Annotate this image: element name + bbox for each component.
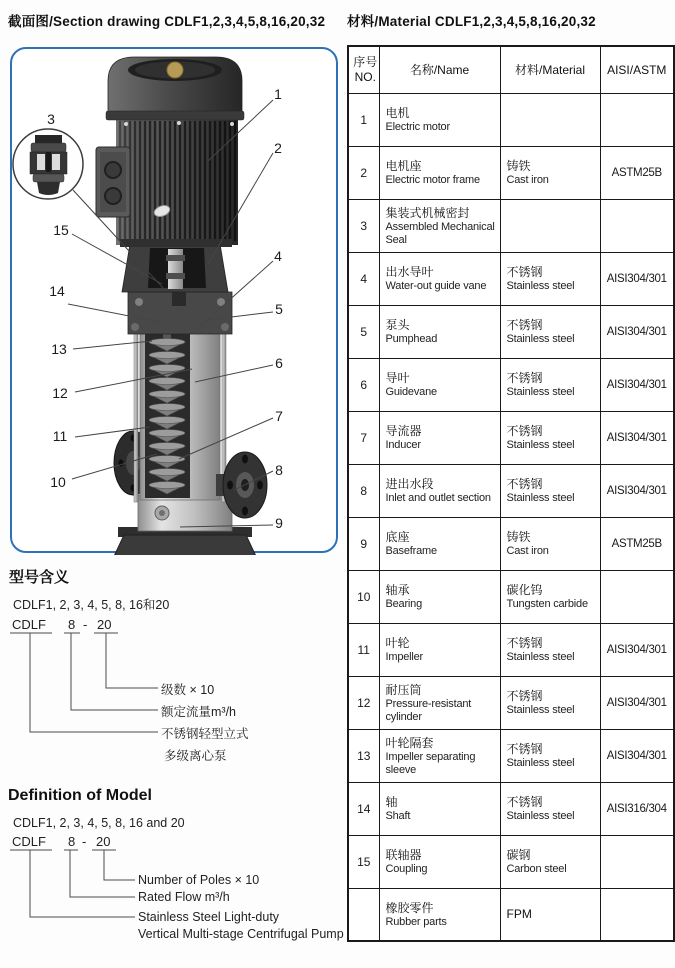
col-header-standard: AISI/ASTM [600,46,674,93]
material-cn: 不锈钢 [506,318,543,333]
model-meaning-cn-title: 型号含义 [9,569,70,586]
material-cn: 不锈钢 [506,636,543,651]
model-stages-en: 20 [96,834,111,849]
model-dash-en: - [82,834,87,849]
material-en: Stainless steel [506,280,575,293]
table-row [348,729,674,782]
callout-4: 4 [274,248,282,264]
part-name-cn: 叶轮 [385,636,410,651]
standard: ASTM25B [600,517,674,570]
callout-3: 3 [47,111,55,127]
section-drawing-title: 截面图/Section drawing CDLF1,2,3,4,5,8,16,20,32 [8,14,326,29]
part-name-en: Bearing [385,598,423,611]
callout-9: 9 [275,515,283,531]
material-cn: 铸铁 [506,159,531,174]
model-flow-en: 8 [68,834,76,849]
standard: AISI304/301 [600,252,674,305]
material-cn: 不锈钢 [506,477,543,492]
part-name-cn: 耐压筒 [385,682,422,697]
part-name-cn: 电机座 [385,159,422,174]
row-no: 1 [348,93,379,146]
material-cn: 碳化钨 [506,583,543,598]
model-code-cn: CDLF [12,617,46,632]
part-name-cn: 导流器 [385,424,422,439]
material-en: Carbon steel [506,863,567,876]
part-name-en: Coupling [385,863,428,876]
callout-10: 10 [50,474,66,490]
label-type1-en: Stainless Steel Light-duty [138,910,280,924]
row-no: 5 [348,305,379,358]
standard: AISI316/304 [600,782,674,835]
material-table [347,45,675,942]
table-row [348,782,674,835]
model-definition-en-title: Definition of Model [8,787,152,804]
model-series-en: CDLF1, 2, 3, 4, 5, 8, 16 and 20 [13,816,185,830]
table-row [348,517,674,570]
pumphead [128,287,232,334]
model-meaning-cn [8,565,343,770]
material-cn: 不锈钢 [506,371,543,386]
part-name-en: Impeller separating sleeve [385,750,476,776]
standard: AISI304/301 [600,464,674,517]
callout-5: 5 [275,301,283,317]
row-no: 9 [348,517,379,570]
standard: AISI304/301 [600,676,674,729]
model-stages-cn: 20 [97,617,112,632]
table-row [348,888,674,941]
material-cn: 铸铁 [506,530,531,545]
part-name-en: Inlet and outlet section [385,492,491,505]
table-row [348,623,674,676]
part-name-en: Inducer [385,439,421,452]
row-no [348,888,379,941]
part-name-en: Assembled Mechanical Seal [385,220,495,246]
part-name-en: Baseframe [385,545,437,558]
label-type2-cn: 多级离心泵 [164,749,227,763]
material-en: Cast iron [506,174,549,187]
material-en: Stainless steel [506,386,575,399]
table-header-row [348,46,674,93]
row-no: 7 [348,411,379,464]
part-name-cn: 橡胶零件 [385,900,434,915]
col-header-material: 材料/Material [500,46,600,93]
model-series-cn: CDLF1, 2, 3, 4, 5, 8, 16和20 [13,598,170,612]
label-flow-en: Rated Flow m³/h [138,890,230,904]
table-row [348,93,674,146]
material-en: Stainless steel [506,333,575,346]
row-no: 3 [348,199,379,252]
col-header-no: 序号 NO. [348,46,379,93]
part-name-en: Water-out guide vane [385,280,487,293]
row-no: 8 [348,464,379,517]
material-en: Stainless steel [506,439,575,452]
table-row [348,676,674,729]
label-stages-en: Number of Poles × 10 [138,873,260,887]
col-header-name: 名称/Name [379,46,500,93]
part-name-cn: 泵头 [385,318,410,333]
material-cn: 不锈钢 [506,265,543,280]
part-name-cn: 叶轮隔套 [385,735,434,750]
label-stages-cn: 级数 × 10 [161,683,215,697]
row-no: 6 [348,358,379,411]
part-name-en: Pumphead [385,333,438,346]
part-name-cn: 进出水段 [385,477,434,492]
standard [600,199,674,252]
material-cn: 碳钢 [506,848,531,863]
label-type2-en: Vertical Multi-stage Centrifugal Pump [138,927,344,941]
material-en: Stainless steel [506,757,575,770]
model-flow-cn: 8 [68,617,76,632]
table-row [348,252,674,305]
row-no: 14 [348,782,379,835]
standard [600,835,674,888]
part-name-cn: 出水导叶 [385,265,434,280]
callout-7: 7 [275,408,283,424]
standard: AISI304/301 [600,729,674,782]
part-name-cn: 集装式机械密封 [385,205,470,220]
material-cn: FPM [506,907,532,922]
material-cn: 不锈钢 [506,689,543,704]
terminal-box [96,147,130,217]
callout-1: 1 [274,86,282,102]
part-name-cn: 电机 [385,106,410,121]
motor-stool [122,244,228,292]
standard [600,888,674,941]
callout-13: 13 [51,341,67,357]
material-en: Stainless steel [506,704,575,717]
callout-15: 15 [53,222,69,238]
part-name-en: Rubber parts [385,916,447,929]
standard: AISI304/301 [600,411,674,464]
table-row [348,835,674,888]
table-row [348,199,674,252]
table-row [348,305,674,358]
part-name-en: Shaft [385,810,411,823]
callout-12: 12 [52,385,68,401]
model-dash-cn: - [83,617,88,632]
standard: AISI304/301 [600,305,674,358]
callout-8: 8 [275,462,283,478]
material-cn: 不锈钢 [506,424,543,439]
row-no: 12 [348,676,379,729]
part-name-cn: 导叶 [385,371,410,386]
material-table-title: 材料/Material CDLF1,2,3,4,5,8,16,20,32 [347,14,596,29]
standard [600,570,674,623]
material-cn: 不锈钢 [506,795,543,810]
part-name-cn: 底座 [385,530,410,545]
table-row [348,358,674,411]
part-name-en: Pressure-resistant cylinder [385,697,472,723]
callout-6: 6 [275,355,283,371]
table-row [348,464,674,517]
table-row [348,411,674,464]
row-no: 4 [348,252,379,305]
part-name-cn: 联轴器 [385,848,422,863]
material-en: Stainless steel [506,492,575,505]
row-no: 13 [348,729,379,782]
material-en: Stainless steel [506,810,575,823]
callout-14: 14 [49,283,65,299]
callout-11: 11 [52,428,68,444]
standard [600,93,674,146]
row-no: 15 [348,835,379,888]
part-name-cn: 轴承 [385,583,410,598]
row-no: 11 [348,623,379,676]
model-code-en: CDLF [12,834,46,849]
label-flow-cn: 额定流量m³/h [161,705,237,719]
table-row [348,570,674,623]
model-definition-en [8,783,353,963]
row-no: 10 [348,570,379,623]
label-type1-cn: 不锈钢轻型立式 [161,727,249,741]
standard: ASTM25B [600,146,674,199]
fan-center [167,62,183,78]
part-name-en: Electric motor frame [385,174,480,187]
standard: AISI304/301 [600,358,674,411]
part-name-en: Impeller [385,651,424,664]
part-name-cn: 轴 [385,795,398,810]
material-en: Stainless steel [506,651,575,664]
material-en: Tungsten carbide [506,598,588,611]
part-name-en: Electric motor [385,121,450,134]
motor-body [116,119,238,247]
material-cn: 不锈钢 [506,742,543,757]
table-row [348,146,674,199]
part-name-en: Guidevane [385,386,437,399]
motor-cap [106,57,244,126]
section-drawing-box [10,47,338,553]
material-en: Cast iron [506,545,549,558]
callout-2: 2 [274,140,282,156]
row-no: 2 [348,146,379,199]
standard: AISI304/301 [600,623,674,676]
